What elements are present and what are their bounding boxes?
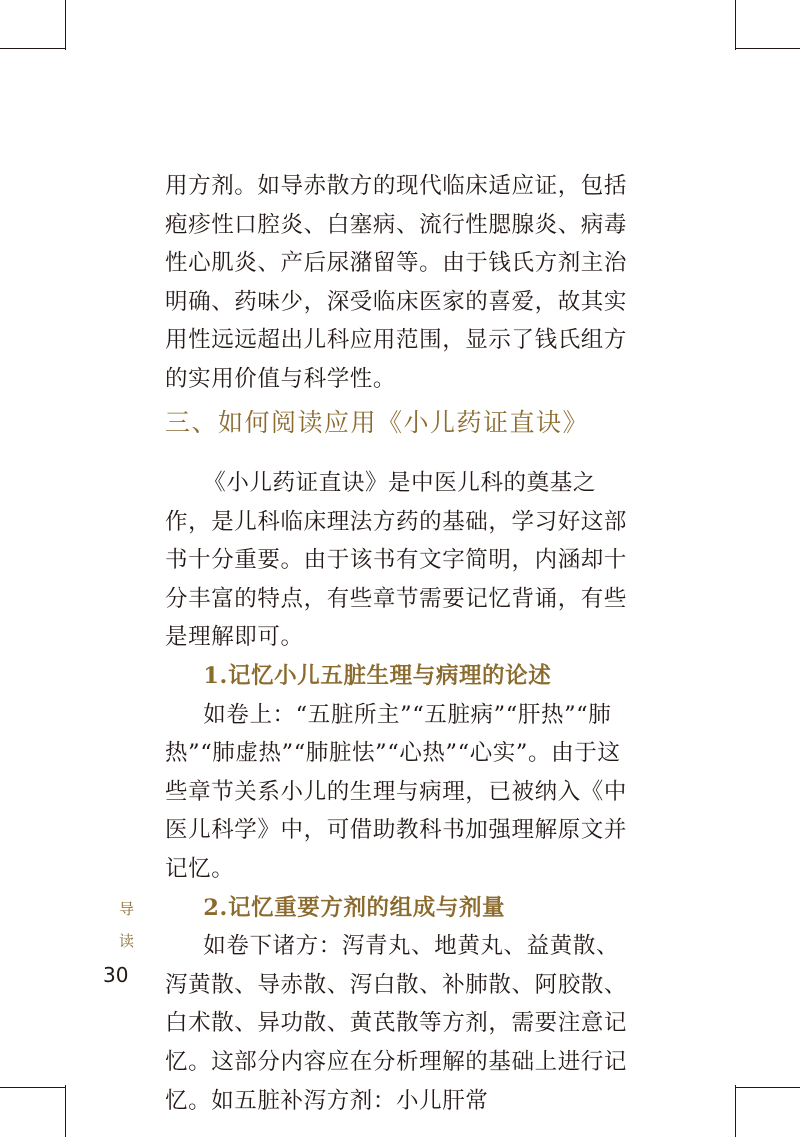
side-label-du: 读	[119, 932, 135, 950]
section-heading: 三、如何阅读应用《小儿药证直诀》	[165, 408, 590, 437]
continuation-text: 用方剂。如导赤散方的现代临床适应证，包括疱疹性口腔炎、白塞病、流行性腮腺炎、病毒性心肌炎、产后尿潴留等。由于钱氏方剂主治明确、药味少，深受临床医家的喜爱，故其实用性远远超出儿科应用范围，显示了钱氏组方的实用价值与科学性。	[165, 173, 628, 392]
subsection-body-2: 如卷下诸方：泻青丸、地黄丸、益黄散、泻黄散、导赤散、泻白散、补肺散、阿胶散、白术散、异功散、黄芪散等方剂，需要注意记忆。这部分内容应在分析理解的基础上进行记忆。如五脏补泻方剂：小儿肝常	[165, 933, 628, 1114]
subsection-body-1: 如卷上：“五脏所主”“五脏病”“肝热”“肺热”“肺虚热”“肺脏怯”“心热”“心实”。由于这些章节关系小儿的生理与病理，已被纳入《中医儿科学》中，可借助教科书加强理解原文并记忆。	[165, 701, 628, 882]
page-number: 30	[103, 963, 129, 987]
side-label-dao: 导	[119, 900, 135, 918]
intro-paragraph: 《小儿药证直诀》是中医儿科的奠基之作，是儿科临床理法方药的基础，学习好这部书十分重要。由于该书有文字简明，内涵却十分丰富的特点，有些章节需要记忆背诵，有些是理解即可。	[165, 470, 628, 651]
continuation-paragraph	[165, 167, 635, 399]
main-body	[165, 464, 635, 1120]
subsection-heading-1: 1.记忆小儿五脏生理与病理的论述	[203, 662, 552, 689]
subsection-heading-2: 2.记忆重要方剂的组成与剂量	[203, 894, 506, 921]
